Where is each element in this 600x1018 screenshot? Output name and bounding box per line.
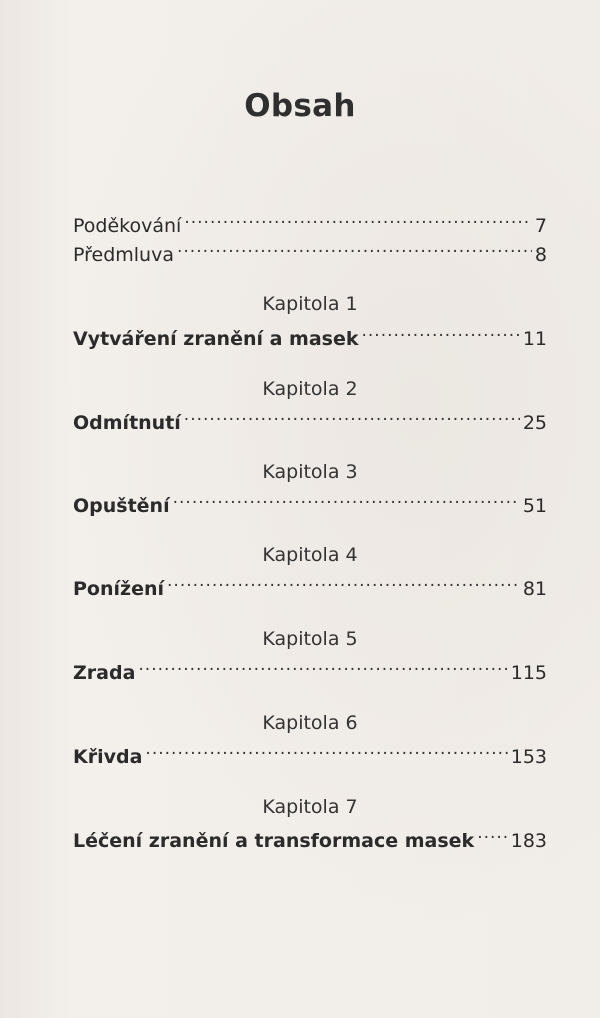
toc-entry-label: Poděkování [73, 215, 182, 237]
toc-entry-chapter-7[interactable] [73, 823, 547, 853]
leader-dots [138, 655, 507, 679]
toc-entry-label: Předmluva [73, 244, 174, 266]
leader-dots [177, 237, 532, 261]
leader-dots [362, 321, 520, 345]
leader-dots [477, 823, 508, 847]
toc-entry-page: 25 [522, 412, 547, 434]
toc-entry-chapter-3[interactable] [73, 488, 547, 518]
chapter-number: Kapitola 7 [262, 796, 358, 818]
chapter-number: Kapitola 1 [262, 293, 358, 315]
toc-entry-chapter-4[interactable] [73, 571, 547, 601]
leader-dots [173, 488, 520, 512]
chapter-number: Kapitola 4 [262, 544, 358, 566]
toc-entry-predmluva[interactable] [73, 237, 547, 267]
toc-entry-page: 183 [510, 830, 547, 852]
leader-dots [167, 571, 520, 595]
chapter-number: Kapitola 2 [262, 378, 358, 400]
chapter-number: Kapitola 3 [262, 461, 358, 483]
chapter-number: Kapitola 6 [262, 712, 358, 734]
toc-entry-page: 153 [510, 746, 547, 768]
toc-entry-page: 115 [510, 662, 547, 684]
toc-entry-label: Ponížení [73, 578, 165, 600]
toc-entry-label: Odmítnutí [73, 412, 181, 434]
toc-entry-chapter-6[interactable] [73, 739, 547, 769]
toc-entry-chapter-2[interactable] [73, 405, 547, 435]
leader-dots [184, 208, 532, 232]
toc-entry-page: 7 [534, 215, 547, 237]
toc-entry-page: 8 [534, 244, 547, 266]
leader-dots [145, 739, 507, 763]
toc-entry-label: Vytváření zranění a masek [73, 328, 359, 350]
toc-entry-podekovani[interactable] [73, 208, 547, 238]
page-title: Obsah [244, 88, 356, 124]
toc-entry-label: Opuštění [73, 495, 170, 517]
toc-entry-label: Zrada [73, 662, 136, 684]
toc-entry-label: Křivda [73, 746, 143, 768]
toc-entry-page: 51 [522, 495, 547, 517]
toc-entry-label: Léčení zranění a transformace masek [73, 830, 475, 852]
toc-entry-page: 11 [522, 328, 547, 350]
leader-dots [184, 405, 520, 429]
toc-entry-chapter-5[interactable] [73, 655, 547, 685]
toc-entry-chapter-1[interactable] [73, 321, 547, 351]
chapter-number: Kapitola 5 [262, 628, 358, 650]
toc-entry-page: 81 [522, 578, 547, 600]
